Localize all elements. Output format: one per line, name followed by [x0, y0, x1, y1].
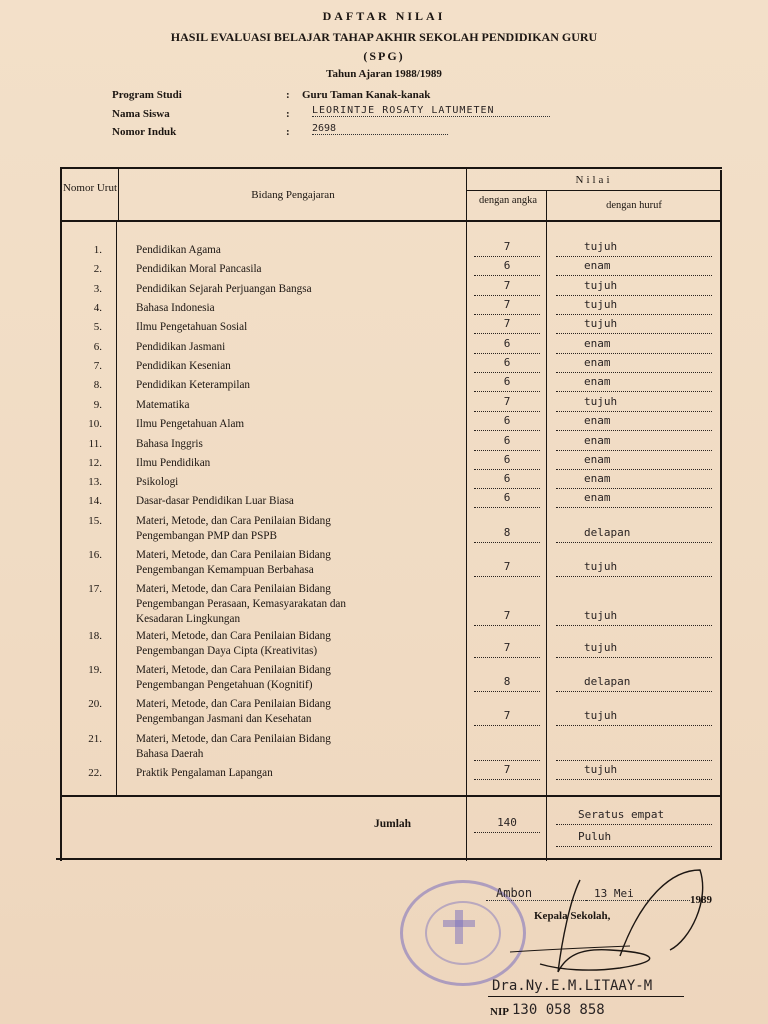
- grade-word: tujuh: [584, 279, 618, 292]
- subject-name: Pendidikan Keterampilan: [136, 379, 251, 391]
- grade-word-line: [556, 474, 712, 489]
- row-number: 22.: [88, 767, 102, 779]
- subject-name: Praktik Pengalaman Lapangan: [136, 767, 273, 779]
- row-number: 13.: [88, 476, 102, 488]
- row-number: 7.: [93, 360, 102, 372]
- subject-name: Bahasa Daerah: [136, 748, 204, 760]
- grade-number: 6: [503, 356, 511, 369]
- document-title: DAFTAR NILAI: [322, 9, 446, 23]
- grade-word: enam: [584, 434, 611, 447]
- nilai-subheader-line: [466, 190, 722, 191]
- grade-number: 7: [503, 763, 511, 776]
- row-number: 21.: [88, 733, 102, 745]
- grade-word: tujuh: [584, 240, 618, 253]
- subject-name: Matematika: [136, 399, 190, 411]
- subject-name: Materi, Metode, dan Cara Penilaian Bidang: [136, 630, 331, 642]
- col-angka-header: dengan angka: [478, 195, 538, 206]
- grade-word-line: [556, 528, 712, 543]
- table-col-divider-3: [546, 191, 547, 861]
- row-number: 3.: [93, 283, 102, 295]
- document-subtitle: HASIL EVALUASI BELAJAR TAHAP AKHIR SEKOLAH PENDIDIKAN GURU: [170, 30, 598, 44]
- grade-word: tujuh: [584, 641, 618, 654]
- grade-word: enam: [584, 472, 611, 485]
- grade-number: 7: [503, 279, 511, 292]
- subject-name: Kesadaran Lingkungan: [136, 613, 241, 625]
- subject-name: Materi, Metode, dan Cara Penilaian Bidang: [136, 664, 331, 676]
- row-number: 20.: [88, 698, 102, 710]
- program-colon: :: [286, 89, 290, 101]
- subject-name: Pendidikan Sejarah Perjuangan Bangsa: [136, 283, 312, 295]
- subject-name: Materi, Metode, dan Cara Penilaian Bidang: [136, 698, 331, 710]
- grade-word: tujuh: [584, 298, 618, 311]
- sign-role: Kepala Sekolah,: [534, 910, 611, 922]
- nama-label: Nama Siswa: [112, 108, 170, 120]
- grade-word-line: [556, 562, 712, 577]
- grade-word: tujuh: [584, 395, 618, 408]
- subject-name: Pendidikan Agama: [136, 244, 221, 256]
- table-col-divider-1-header: [118, 169, 119, 221]
- col-bidang-header: Bidang Pengajaran: [251, 189, 335, 201]
- grade-word-line: [556, 377, 712, 392]
- grade-word: tujuh: [584, 709, 618, 722]
- grade-number: 8: [503, 526, 511, 539]
- grade-word-line: [556, 339, 712, 354]
- grade-word-line: [556, 261, 712, 276]
- subject-name: Pengembangan PMP dan PSPB: [136, 530, 277, 542]
- grade-word-line: [556, 397, 712, 412]
- sign-year: 1989: [690, 894, 712, 906]
- subject-name: Pendidikan Moral Pancasila: [136, 263, 262, 275]
- table-right-border: [720, 170, 722, 860]
- subject-name: Pengembangan Jasmani dan Kesehatan: [136, 713, 312, 725]
- grade-word-line: [556, 436, 712, 451]
- subject-name: Pendidikan Jasmani: [136, 341, 226, 353]
- grade-word-line: [556, 493, 712, 508]
- grade-word: tujuh: [584, 763, 618, 776]
- nip-label: NIP: [490, 1006, 509, 1018]
- grade-word: tujuh: [584, 317, 618, 330]
- grade-word: enam: [584, 375, 611, 388]
- col-huruf-header: dengan huruf: [606, 200, 662, 211]
- grade-word-line: [556, 242, 712, 257]
- jumlah-label: Jumlah: [374, 818, 412, 830]
- grade-word-line: [556, 643, 712, 658]
- grade-word-line: [556, 416, 712, 431]
- grade-number: 7: [503, 641, 511, 654]
- grade-number: 7: [503, 709, 511, 722]
- subject-name: Materi, Metode, dan Cara Penilaian Bidang: [136, 583, 331, 595]
- grade-word: enam: [584, 337, 611, 350]
- grade-number: 6: [503, 414, 511, 427]
- grade-number: 6: [503, 375, 511, 388]
- nama-value: LEORINTJE ROSATY LATUMETEN: [312, 105, 550, 117]
- nomor-label: Nomor Induk: [112, 126, 177, 138]
- grade-number: 7: [503, 560, 511, 573]
- sign-city: Ambon: [496, 886, 533, 900]
- subject-name: Pengembangan Pengetahuan (Kognitif): [136, 679, 313, 691]
- subject-name: Psikologi: [136, 476, 179, 488]
- document-school-abbrev: (SPG): [363, 49, 405, 63]
- subject-name: Materi, Metode, dan Cara Penilaian Bidang: [136, 733, 331, 745]
- subject-name: Ilmu Pengetahuan Alam: [136, 418, 245, 430]
- grade-word-line: [556, 281, 712, 296]
- subject-name: Pengembangan Kemampuan Berbahasa: [136, 564, 314, 576]
- subject-name: Pengembangan Perasaan, Kemasyarakatan dan: [136, 598, 346, 610]
- grade-word-line: [556, 746, 712, 761]
- row-number: 17.: [88, 583, 102, 595]
- grade-number: 7: [503, 317, 511, 330]
- sign-name: Dra.Ny.E.M.LITAAY-M: [492, 978, 653, 994]
- grade-number: 6: [503, 472, 511, 485]
- program-label: Program Studi: [112, 89, 182, 101]
- program-value: Guru Taman Kanak-kanak: [302, 89, 431, 101]
- grade-word: enam: [584, 453, 611, 466]
- grade-word-line: [556, 611, 712, 626]
- row-number: 10.: [88, 418, 102, 430]
- academic-year: Tahun Ajaran 1988/1989: [326, 68, 442, 80]
- grade-word: tujuh: [584, 560, 618, 573]
- nama-colon: :: [286, 108, 290, 120]
- table-total-top: [60, 795, 722, 797]
- table-left-border: [60, 167, 62, 861]
- grade-word: enam: [584, 259, 611, 272]
- nomor-colon: :: [286, 126, 290, 138]
- grade-word: enam: [584, 491, 611, 504]
- grade-number: 7: [503, 609, 511, 622]
- table-col-divider-2: [466, 169, 467, 861]
- jumlah-huruf-1: Seratus empat: [578, 808, 665, 821]
- row-number: 4.: [93, 302, 102, 314]
- col-nilai-header: Nilai: [575, 174, 613, 186]
- row-number: 16.: [88, 549, 102, 561]
- grade-number: 7: [503, 298, 511, 311]
- row-number: 6.: [93, 341, 102, 353]
- grade-word-line: [556, 455, 712, 470]
- grade-number: 6: [503, 259, 511, 272]
- table-col-divider-1: [116, 221, 117, 796]
- row-number: 9.: [93, 399, 102, 411]
- grade-number-line: [474, 746, 540, 761]
- grade-word: enam: [584, 356, 611, 369]
- grade-word: delapan: [584, 675, 631, 688]
- col-nomor-header: Nomor Urut: [62, 182, 118, 194]
- row-number: 14.: [88, 495, 102, 507]
- nomor-value: 2698: [312, 123, 448, 135]
- grade-word-line: [556, 300, 712, 315]
- sign-name-underline: [488, 996, 684, 997]
- row-number: 1.: [93, 244, 102, 256]
- grade-number: 6: [503, 453, 511, 466]
- grade-word: delapan: [584, 526, 631, 539]
- row-number: 12.: [88, 457, 102, 469]
- row-number: 15.: [88, 515, 102, 527]
- grade-number: 6: [503, 337, 511, 350]
- row-number: 5.: [93, 321, 102, 333]
- subject-name: Bahasa Indonesia: [136, 302, 215, 314]
- nip-value: 130 058 858: [512, 1002, 605, 1018]
- subject-name: Pendidikan Kesenian: [136, 360, 231, 372]
- subject-name: Pengembangan Daya Cipta (Kreativitas): [136, 645, 318, 657]
- grade-word-line: [556, 765, 712, 780]
- row-number: 18.: [88, 630, 102, 642]
- subject-name: Dasar-dasar Pendidikan Luar Biasa: [136, 495, 294, 507]
- sign-date: 13 Mei: [594, 887, 634, 900]
- grade-word-line: [556, 358, 712, 373]
- grade-word: tujuh: [584, 609, 618, 622]
- subject-name: Ilmu Pendidikan: [136, 457, 211, 469]
- grade-word-line: [556, 711, 712, 726]
- grade-number: 7: [503, 240, 511, 253]
- subject-name: Bahasa Inggris: [136, 438, 203, 450]
- table-header-bottom: [60, 220, 722, 222]
- grade-word: enam: [584, 414, 611, 427]
- jumlah-huruf-2: Puluh: [578, 830, 612, 843]
- row-number: 2.: [93, 263, 102, 275]
- grade-word-line: [556, 677, 712, 692]
- grade-number: 6: [503, 434, 511, 447]
- row-number: 19.: [88, 664, 102, 676]
- grade-word-line: [556, 319, 712, 334]
- row-number: 8.: [93, 379, 102, 391]
- row-number: 11.: [88, 438, 102, 450]
- grade-number: 8: [503, 675, 511, 688]
- subject-name: Ilmu Pengetahuan Sosial: [136, 321, 248, 333]
- subject-name: Materi, Metode, dan Cara Penilaian Bidang: [136, 549, 331, 561]
- table-top-border: [60, 167, 722, 169]
- subject-name: Materi, Metode, dan Cara Penilaian Bidang: [136, 515, 331, 527]
- grade-number: 6: [503, 491, 511, 504]
- grade-number: 7: [503, 395, 511, 408]
- jumlah-angka: 140: [497, 816, 517, 829]
